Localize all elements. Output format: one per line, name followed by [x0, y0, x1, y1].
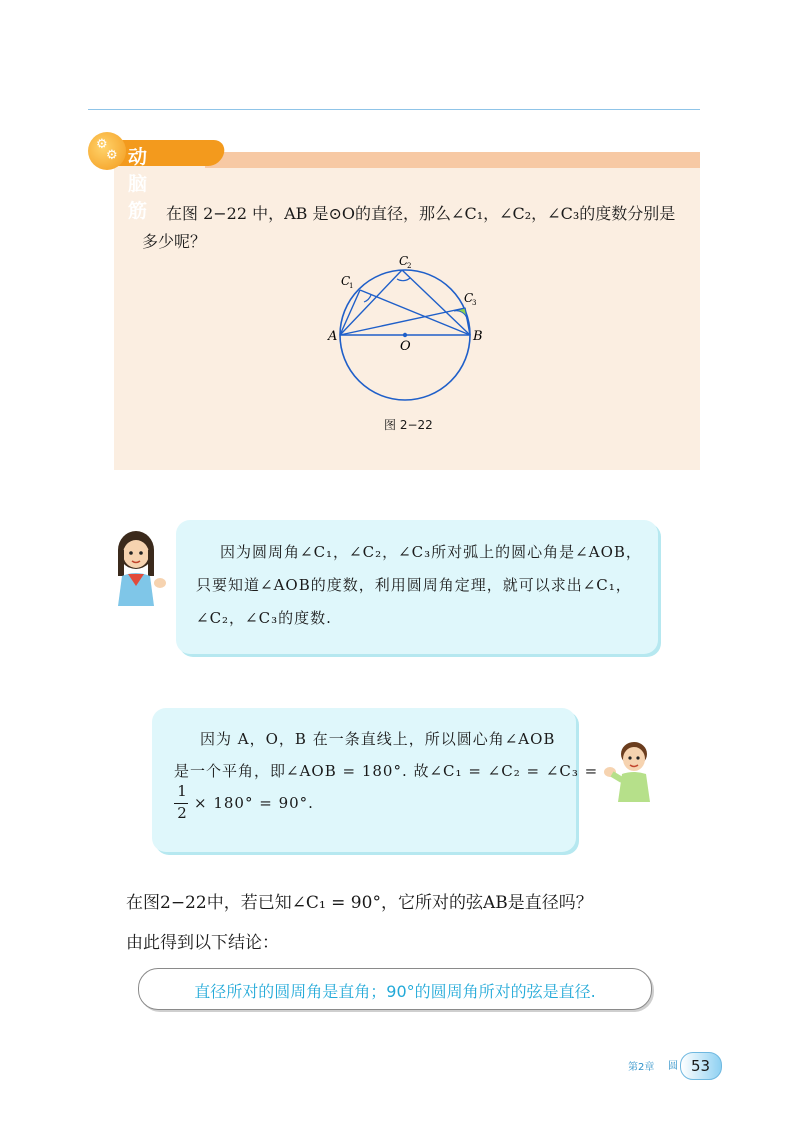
bubble2-line-3: × 180° = 90°.: [194, 794, 314, 812]
header-rule: [88, 109, 700, 110]
label-c2-sub: 2: [407, 262, 412, 270]
body-conclusion-intro: 由此得到以下结论：: [126, 933, 279, 953]
conclusion-text: 直径所对的圆周角是直角；90°的圆周角所对的弦是直径.: [194, 982, 596, 1001]
label-c3: C: [464, 291, 474, 305]
bubble1-line-2: 只要知道∠AOB的度数，利用圆周角定理，就可以求出∠C₁，: [196, 576, 632, 594]
label-c1: C: [341, 274, 351, 288]
footer-chapter: 第2章: [628, 1062, 655, 1073]
page-number-badge: [680, 1052, 722, 1080]
label-b: B: [473, 329, 483, 344]
think-tab: [109, 140, 227, 166]
bubble1-line-3: ∠C₂，∠C₃的度数.: [196, 609, 332, 627]
label-c2: C: [399, 254, 409, 268]
girl-character-icon: [108, 528, 170, 608]
label-c3-sub: 3: [472, 299, 477, 307]
conclusion-box: [138, 968, 652, 1010]
circle-diagram: [320, 250, 500, 410]
fraction-numerator: 1: [177, 782, 187, 800]
angle-mark-c1: [364, 295, 371, 302]
bubble1-line-1: 因为圆周角∠C₁，∠C₂，∠C₃所对弧上的圆心角是∠AOB，: [220, 543, 642, 561]
gear-icon: ⚙: [96, 137, 108, 152]
think-header-bar: [205, 152, 700, 168]
segment-a-c3: [340, 308, 465, 335]
label-o: O: [400, 339, 411, 354]
bubble2-line-1: 因为 A，O，B 在一条直线上，所以圆心角∠AOB: [200, 730, 556, 748]
question-line-1: 在图 2−22 中，AB 是⊙O的直径，那么∠C₁，∠C₂，∠C₃的度数分别是: [166, 204, 676, 223]
segment-a-c1: [340, 290, 360, 335]
label-c1-sub: 1: [349, 282, 354, 290]
page-number: 53: [691, 1057, 711, 1075]
segment-c2-b: [402, 270, 470, 335]
question-line-2: 多少呢？: [142, 232, 207, 251]
gear-icon: ⚙: [106, 148, 118, 163]
boy-character-icon: [602, 738, 664, 802]
fraction-denominator: 2: [177, 804, 187, 822]
think-title: 动脑筋: [128, 146, 149, 222]
body-question: 在图2−22中，若已知∠C₁ = 90°，它所对的弦AB是直径吗？: [126, 893, 593, 913]
label-a: A: [328, 329, 338, 344]
center-point-o: [403, 333, 407, 337]
angle-mark-c2: [397, 278, 410, 281]
gear-logo-icon: [88, 132, 126, 170]
figure-caption: 图 2−22: [384, 418, 433, 432]
footer-title: 圆: [668, 1061, 678, 1072]
bubble2-line-2: 是一个平角，即∠AOB = 180°. 故∠C₁ = ∠C₂ = ∠C₃ =: [174, 762, 599, 780]
